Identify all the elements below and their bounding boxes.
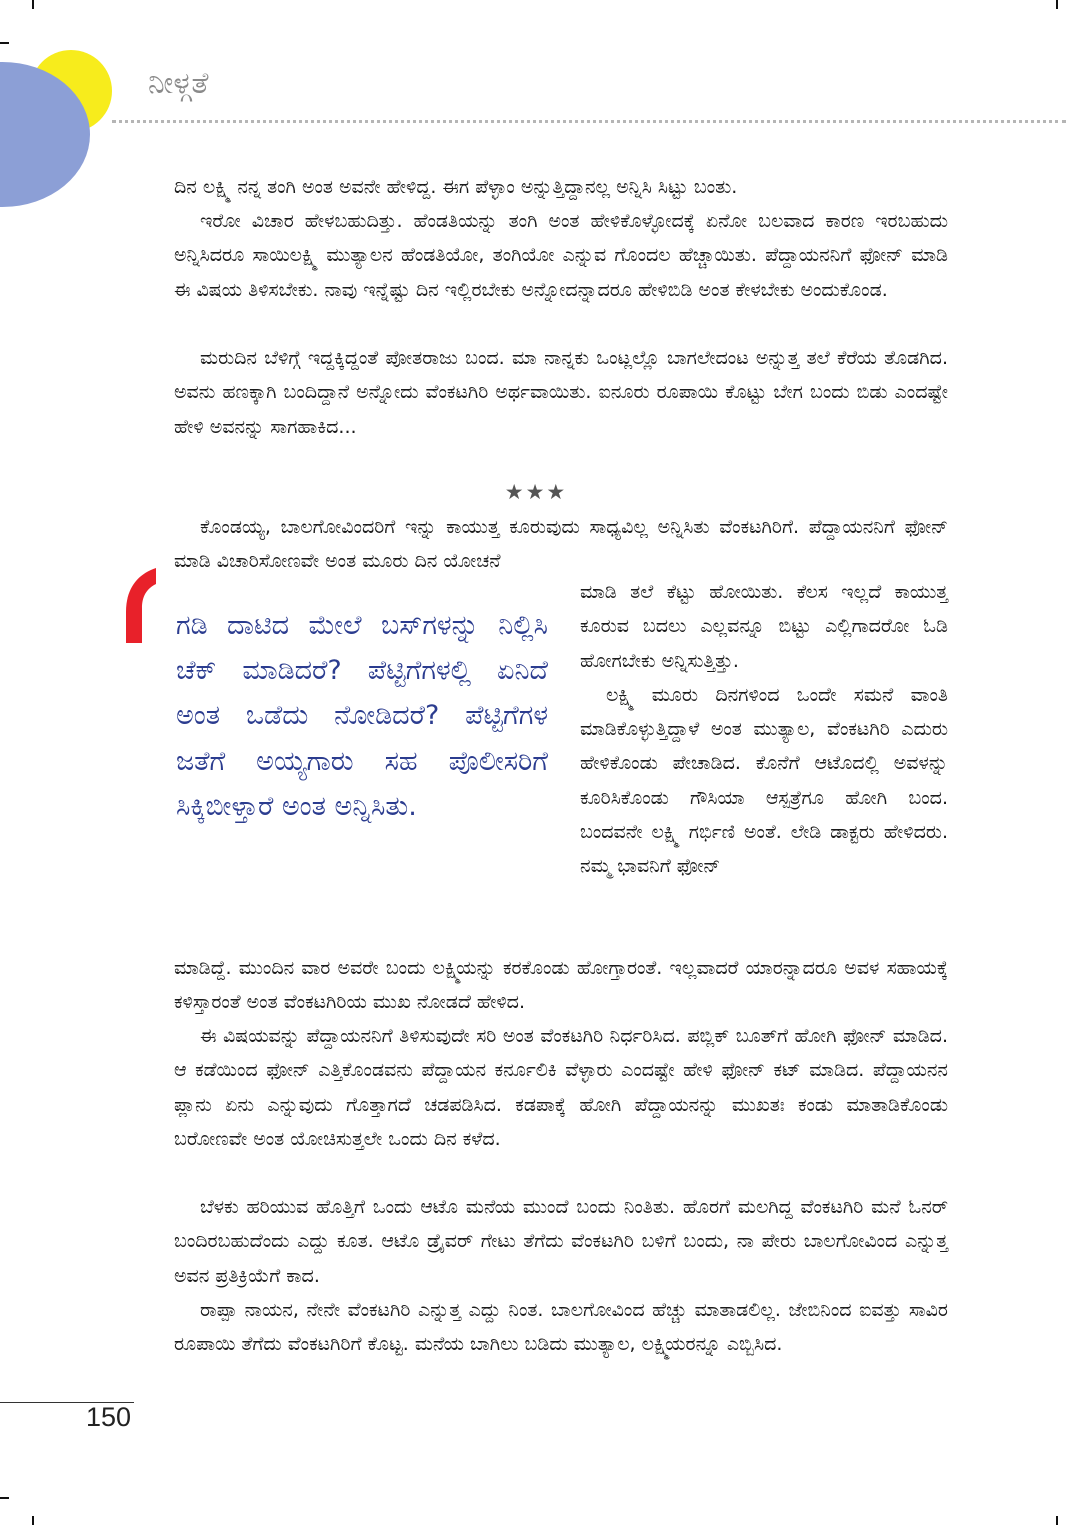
right-column-paragraph-2: ಲಕ್ಷ್ಮಿ ಮೂರು ದಿನಗಳಿಂದ ಒಂದೇ ಸಮನೆ ವಾಂತಿ ಮಾಡಿಕೊಳ್ಳುತ್ತಿದ್ದಾಳೆ ಅಂತ ಮುತ್ಯಾಲ, ವೆಂಕಟಗಿರಿ ಎದುರು ಹೇಳಿಕೊಂಡು ಪೇಚಾಡಿದ. ಕೊನೆಗೆ ಆಟೊದಲ್ಲಿ ಅವಳನ್ನು ಕೂರಿಸಿಕೊಂಡು ಗೌಸಿಯಾ ಆಸ್ಪತ್ರೆಗೂ ಹೋಗಿ ಬಂದ. ಬಂದವನೇ ಲಕ್ಷ್ಮಿ ಗರ್ಭಿಣಿ ಅಂತೆ. ಲೇಡಿ ಡಾಕ್ಟರು ಹೇಳಿದರು. ನಮ್ಮ ಭಾವನಿಗೆ ಫೋನ್ <box>580 683 948 878</box>
body-paragraph-6: ಈ ವಿಷಯವನ್ನು ಪೆದ್ದಾಯನನಿಗೆ ತಿಳಿಸುವುದೇ ಸರಿ ಅಂತ ವೆಂಕಟಗಿರಿ ನಿರ್ಧರಿಸಿದ. ಪಬ್ಲಿಕ್ ಬೂತ್‌ಗೆ ಹೋಗಿ ಫೋನ್ ಮಾಡಿದ. ಆ ಕಡೆಯಿಂದ ಫೋನ್ ಎತ್ತಿಕೊಂಡವನು ಪೆದ್ದಾಯನ ಕರ್ನೂಲಿಕಿ ವೆಳ್ಳಾರು ಎಂದಷ್ಟೇ ಹೇಳಿ ಫೋನ್ ಕಟ್ ಮಾಡಿದ. ಪೆದ್ದಾಯನನ ಪ್ಲಾನು ಏನು ಎನ್ನುವುದು ಗೊತ್ತಾಗದೆ ಚಡಪಡಿಸಿದ. ಕಡಪಾಕ್ಕೆ ಹೋಗಿ ಪೆದ್ದಾಯನನ್ನು ಮುಖತಃ ಕಂಡು ಮಾತಾಡಿಕೊಂಡು ಬರೋಣವೇ ಅಂತ ಯೋಚಿಸುತ್ತಲೇ ಒಂದು ದಿನ ಕಳೆದ. <box>174 1025 948 1150</box>
pull-quote: ಗಡಿ ದಾಟಿದ ಮೇಲೆ ಬಸ್‌ಗಳನ್ನು ನಿಲ್ಲಿಸಿ ಚೆಕ್ ಮಾಡಿದರೆ? ಪೆಟ್ಟಿಗೆಗಳಲ್ಲಿ ಏನಿದೆ ಅಂತ ಒಡೆದು ನೋಡಿದರೆ? ಪೆಟ್ಟಿಗೆಗಳ ಜತೆಗೆ ಅಯ್ಯಗಾರು ಸಹ ಪೊಲೀಸರಿಗೆ ಸಿಕ್ಕಿಬೀಳ್ತಾರೆ ಅಂತ ಅನ್ನಿಸಿತು. <box>176 610 548 822</box>
crop-mark <box>32 1516 34 1525</box>
running-head: ನೀಳ್ಗತೆ <box>148 66 209 101</box>
header-dotted-rule <box>112 120 1066 123</box>
crop-mark <box>32 0 34 9</box>
body-paragraph-5: ಮಾಡಿದ್ದೆ. ಮುಂದಿನ ವಾರ ಅವರೇ ಬಂದು ಲಕ್ಷ್ಮಿಯನ್ನು ಕರಕೊಂಡು ಹೋಗ್ತಾರಂತೆ. ಇಲ್ಲವಾದರೆ ಯಾರನ್ನಾದರೂ ಅವಳ ಸಹಾಯಕ್ಕೆ ಕಳಿಸ್ತಾರಂತೆ ಅಂತ ವೆಂಕಟಗಿರಿಯ ಮುಖ ನೋಡದೆ ಹೇಳಿದ. <box>174 957 948 1014</box>
body-paragraph-1: ದಿನ ಲಕ್ಷ್ಮಿ ನನ್ನ ತಂಗಿ ಅಂತ ಅವನೇ ಹೇಳಿದ್ದ. ಈಗ ಪೆಳ್ಳಾಂ ಅನ್ನುತ್ತಿದ್ದಾನಲ್ಲ ಅನ್ನಿಸಿ ಸಿಟ್ಟು ಬಂತು. <box>174 176 738 198</box>
body-paragraph-3: ಮರುದಿನ ಬೆಳಿಗ್ಗೆ ಇದ್ದಕ್ಕಿದ್ದಂತೆ ಪೋತರಾಜು ಬಂದ. ಮಾ ನಾನ್ನಕು ಒಂಟ್ಲಲ್ಲೊ ಬಾಗಲೇದಂಟ ಅನ್ನುತ್ತ ತಲೆ ಕೆರೆಯ ತೊಡಗಿದ. ಅವನು ಹಣಕ್ಕಾಗಿ ಬಂದಿದ್ದಾನೆ ಅನ್ನೋದು ವೆಂಕಟಗಿರಿ ಅರ್ಥವಾಯಿತು. ಐನೂರು ರೂಪಾಯಿ ಕೊಟ್ಟು ಬೇಗ ಬಂದು ಬಿಡು ಎಂದಷ್ಟೇ ಹೇಳಿ ಅವನನ್ನು ಸಾಗಹಾಕಿದ... <box>174 347 948 438</box>
crop-mark <box>0 1497 9 1499</box>
body-paragraph-2: ಇರೋ ವಿಚಾರ ಹೇಳಬಹುದಿತ್ತು. ಹೆಂಡತಿಯನ್ನು ತಂಗಿ ಅಂತ ಹೇಳಿಕೊಳ್ಳೋದಕ್ಕೆ ಏನೋ ಬಲವಾದ ಕಾರಣ ಇರಬಹುದು ಅನ್ನಿಸಿದರೂ ಸಾಯಿಲಕ್ಷ್ಮಿ ಮುತ್ಯಾಲನ ಹೆಂಡತಿಯೋ, ತಂಗಿಯೋ ಎನ್ನುವ ಗೊಂದಲ ಹೆಚ್ಚಾಯಿತು. ಪೆದ್ದಾಯನನಿಗೆ ಫೋನ್ ಮಾಡಿ ಈ ವಿಷಯ ತಿಳಿಸಬೇಕು. ನಾವು ಇನ್ನೆಷ್ಟು ದಿನ ಇಲ್ಲಿರಬೇಕು ಅನ್ನೋದನ್ನಾದರೂ ಹೇಳಿಬಿಡಿ ಅಂತ ಕೇಳಬೇಕು ಅಂದುಕೊಂಡ. <box>174 210 948 301</box>
quote-mark-icon <box>126 568 156 643</box>
crop-mark <box>0 42 9 44</box>
right-column <box>580 575 948 884</box>
crop-mark <box>1056 0 1058 9</box>
body-paragraph-8: ರಾಪ್ಪಾ ನಾಯನ, ನೇನೇ ವೆಂಕಟಗಿರಿ ಎನ್ನುತ್ತ ಎದ್ದು ನಿಂತ. ಬಾಲಗೋವಿಂದ ಹೆಚ್ಚು ಮಾತಾಡಲಿಲ್ಲ. ಜೇಬಿನಿಂದ ಐವತ್ತು ಸಾವಿರ ರೂಪಾಯಿ ತೆಗೆದು ವೆಂಕಟಗಿರಿಗೆ ಕೊಟ್ಟ. ಮನೆಯ ಬಾಗಿಲು ಬಡಿದು ಮುತ್ಯಾಲ, ಲಕ್ಷ್ಮಿಯರನ್ನೂ ಎಬ್ಬಿಸಿದ. <box>174 1299 948 1356</box>
body-paragraph-4: ಕೊಂಡಯ್ಯ, ಬಾಲಗೋವಿಂದರಿಗೆ ಇನ್ನು ಕಾಯುತ್ತ ಕೂರುವುದು ಸಾಧ್ಯವಿಲ್ಲ ಅನ್ನಿಸಿತು ವೆಂಕಟಗಿರಿಗೆ. ಪೆದ್ದಾಯನನಿಗೆ ಫೋನ್ ಮಾಡಿ ವಿಚಾರಿಸೋಣವೇ ಅಂತ ಮೂರು ದಿನ ಯೋಚನೆ <box>174 516 948 573</box>
body-paragraph-7: ಬೆಳಕು ಹರಿಯುವ ಹೊತ್ತಿಗೆ ಒಂದು ಆಟೊ ಮನೆಯ ಮುಂದೆ ಬಂದು ನಿಂತಿತು. ಹೊರಗೆ ಮಲಗಿದ್ದ ವೆಂಕಟಗಿರಿ ಮನೆ ಓನರ್ ಬಂದಿರಬಹುದೆಂದು ಎದ್ದು ಕೂತ. ಆಟೊ ಡ್ರೈವರ್ ಗೇಟು ತೆಗೆದು ವೆಂಕಟಗಿರಿ ಬಳಿಗೆ ಬಂದು, ನಾ ಪೇರು ಬಾಲಗೋವಿಂದ ಎನ್ನುತ್ತ ಅವನ ಪ್ರತಿಕ್ರಿಯೆಗೆ ಕಾದ. <box>174 1196 948 1287</box>
section-separator: ★★★ <box>504 480 568 504</box>
right-column-paragraph-1: ಮಾಡಿ ತಲೆ ಕೆಟ್ಟು ಹೋಯಿತು. ಕೆಲಸ ಇಲ್ಲದೆ ಕಾಯುತ್ತ ಕೂರುವ ಬದಲು ಎಲ್ಲವನ್ನೂ ಬಿಟ್ಟು ಎಲ್ಲಿಗಾದರೋ ಓಡಿ ಹೋಗಬೇಕು ಅನ್ನಿಸುತ್ತಿತ್ತು. <box>580 581 948 672</box>
page-number: 150 <box>86 1402 132 1432</box>
crop-mark <box>1056 1516 1058 1525</box>
